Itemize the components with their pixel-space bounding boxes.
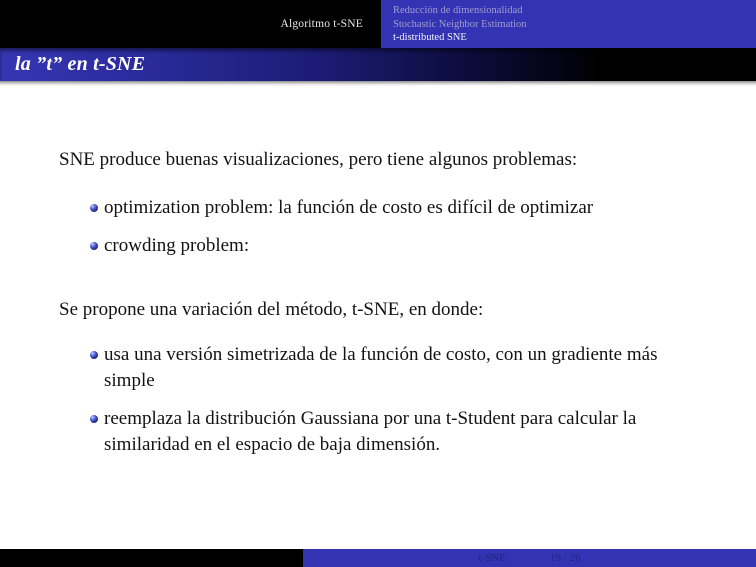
list-item-text: reemplaza la distribución Gaussiana por una t-Student para calcular la similaridad en el espacio de baja dimensión. <box>104 408 637 455</box>
headline-bar <box>0 0 756 48</box>
proposal-paragraph: Se propone una variación del método, t-SNE, en donde: <box>59 299 484 320</box>
list-item <box>90 342 686 394</box>
list-item <box>90 233 686 259</box>
list-item-text: usa una versión simetrizada de la función de costo, con un gradiente más simple <box>104 344 658 391</box>
nav-item-tdistributed-current: t-distributed SNE <box>393 32 467 43</box>
ball-bullet-icon <box>90 351 98 359</box>
problems-list <box>59 195 686 259</box>
page-number: 19 / 26 <box>549 552 581 564</box>
ball-bullet-icon <box>90 415 98 423</box>
nav-item-reduccion: Reducción de dimensionalidad <box>393 5 523 16</box>
nav-item-stochastic: Stochastic Neighbor Estimation <box>393 18 527 30</box>
headline-nav-cell <box>381 0 756 48</box>
footer-short-title: t-SNE <box>478 552 506 564</box>
variations-list <box>59 342 686 458</box>
frametitle-shadow <box>0 81 756 86</box>
section-label: Algoritmo t-SNE <box>280 18 363 30</box>
footline-empty-cell <box>0 549 303 567</box>
list-item-text: optimization problem: la función de costo es difícil de optimizar <box>104 197 594 218</box>
ball-bullet-icon <box>90 204 98 212</box>
slide-body <box>0 147 756 458</box>
footline-info-cell <box>303 549 756 567</box>
intro-paragraph: SNE produce buenas visualizaciones, pero tiene algunos problemas: <box>59 149 578 170</box>
ball-bullet-icon <box>90 242 98 250</box>
frame-title: la ”t” en t-SNE <box>15 53 146 75</box>
headline-section-cell <box>0 0 381 48</box>
list-item <box>90 195 686 221</box>
list-item <box>90 406 686 458</box>
footline-bar <box>0 549 756 567</box>
list-item-text: crowding problem: <box>104 235 250 256</box>
frametitle-bar <box>0 48 756 81</box>
